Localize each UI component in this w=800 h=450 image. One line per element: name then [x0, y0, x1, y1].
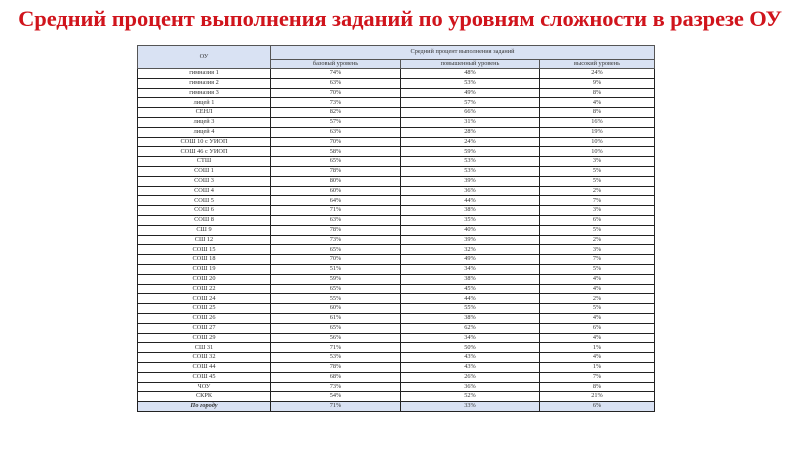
table-row: [138, 88, 655, 98]
cell-name: СОШ 20: [138, 274, 271, 284]
cell-advanced: 36%: [401, 186, 540, 196]
cell-basic: 73%: [271, 382, 401, 392]
total-cell-name: По городу: [138, 402, 271, 412]
table-total-row: [138, 402, 655, 412]
cell-name: СОШ 19: [138, 265, 271, 275]
table-body: [138, 69, 655, 412]
table-row: [138, 274, 655, 284]
cell-advanced: 40%: [401, 225, 540, 235]
cell-high: 5%: [540, 304, 655, 314]
cell-advanced: 52%: [401, 392, 540, 402]
cell-high: 5%: [540, 265, 655, 275]
table-row: [138, 206, 655, 216]
cell-high: 4%: [540, 314, 655, 324]
cell-name: СКРК: [138, 392, 271, 402]
cell-high: 2%: [540, 186, 655, 196]
cell-name: СОШ 18: [138, 255, 271, 265]
cell-basic: 70%: [271, 255, 401, 265]
cell-name: СОШ 3: [138, 176, 271, 186]
table-row: [138, 255, 655, 265]
cell-basic: 82%: [271, 108, 401, 118]
cell-basic: 65%: [271, 157, 401, 167]
cell-name: СОШ 6: [138, 206, 271, 216]
table-row: [138, 216, 655, 226]
results-table: [137, 45, 655, 412]
cell-basic: 63%: [271, 78, 401, 88]
cell-name: СШ 12: [138, 235, 271, 245]
cell-name: СОШ 32: [138, 353, 271, 363]
cell-basic: 59%: [271, 274, 401, 284]
cell-high: 4%: [540, 284, 655, 294]
table-row: [138, 284, 655, 294]
cell-basic: 73%: [271, 98, 401, 108]
cell-high: 21%: [540, 392, 655, 402]
table-row: [138, 167, 655, 177]
cell-high: 2%: [540, 294, 655, 304]
cell-high: 8%: [540, 88, 655, 98]
cell-advanced: 53%: [401, 157, 540, 167]
cell-high: 7%: [540, 196, 655, 206]
cell-name: СОШ 25: [138, 304, 271, 314]
table-row: [138, 372, 655, 382]
cell-high: 8%: [540, 382, 655, 392]
table-row: [138, 147, 655, 157]
cell-advanced: 44%: [401, 196, 540, 206]
cell-name: СОШ 24: [138, 294, 271, 304]
cell-basic: 78%: [271, 363, 401, 373]
cell-advanced: 48%: [401, 69, 540, 79]
cell-high: 1%: [540, 343, 655, 353]
cell-advanced: 34%: [401, 333, 540, 343]
total-cell-basic: 71%: [271, 402, 401, 412]
cell-name: СТШ: [138, 157, 271, 167]
cell-advanced: 39%: [401, 176, 540, 186]
cell-name: СОШ 5: [138, 196, 271, 206]
cell-high: 19%: [540, 127, 655, 137]
cell-high: 6%: [540, 216, 655, 226]
cell-name: лицей 1: [138, 98, 271, 108]
cell-basic: 68%: [271, 372, 401, 382]
cell-name: СОШ 44: [138, 363, 271, 373]
table-row: [138, 98, 655, 108]
table-row: [138, 343, 655, 353]
cell-advanced: 43%: [401, 353, 540, 363]
cell-name: СЕНЛ: [138, 108, 271, 118]
cell-advanced: 26%: [401, 372, 540, 382]
header-org: ОУ: [138, 46, 271, 69]
cell-advanced: 36%: [401, 382, 540, 392]
cell-advanced: 38%: [401, 314, 540, 324]
cell-high: 5%: [540, 176, 655, 186]
total-cell-high: 6%: [540, 402, 655, 412]
table-row: [138, 127, 655, 137]
cell-high: 5%: [540, 167, 655, 177]
header-high: высокий уровень: [540, 59, 655, 69]
cell-advanced: 50%: [401, 343, 540, 353]
cell-advanced: 44%: [401, 294, 540, 304]
cell-high: 4%: [540, 98, 655, 108]
cell-advanced: 43%: [401, 363, 540, 373]
table-row: [138, 353, 655, 363]
cell-name: СОШ 1: [138, 167, 271, 177]
cell-high: 10%: [540, 147, 655, 157]
cell-high: 3%: [540, 206, 655, 216]
cell-high: 7%: [540, 255, 655, 265]
cell-name: СОШ 26: [138, 314, 271, 324]
cell-basic: 71%: [271, 343, 401, 353]
cell-advanced: 39%: [401, 235, 540, 245]
cell-name: лицей 4: [138, 127, 271, 137]
cell-high: 3%: [540, 245, 655, 255]
table-row: [138, 382, 655, 392]
cell-high: 2%: [540, 235, 655, 245]
cell-advanced: 35%: [401, 216, 540, 226]
cell-basic: 64%: [271, 196, 401, 206]
table-row: [138, 333, 655, 343]
cell-advanced: 31%: [401, 118, 540, 128]
header-basic: базовый уровень: [271, 59, 401, 69]
table-row: [138, 265, 655, 275]
cell-basic: 80%: [271, 176, 401, 186]
table-row: [138, 225, 655, 235]
table-row: [138, 176, 655, 186]
table-row: [138, 363, 655, 373]
cell-basic: 56%: [271, 333, 401, 343]
cell-name: СОШ 22: [138, 284, 271, 294]
cell-basic: 57%: [271, 118, 401, 128]
cell-basic: 70%: [271, 88, 401, 98]
table-row: [138, 294, 655, 304]
cell-advanced: 32%: [401, 245, 540, 255]
cell-high: 9%: [540, 78, 655, 88]
cell-advanced: 62%: [401, 323, 540, 333]
cell-name: гимназия 3: [138, 88, 271, 98]
cell-high: 5%: [540, 225, 655, 235]
cell-advanced: 49%: [401, 88, 540, 98]
cell-name: СОШ 29: [138, 333, 271, 343]
table-row: [138, 157, 655, 167]
cell-name: гимназия 1: [138, 69, 271, 79]
cell-high: 10%: [540, 137, 655, 147]
cell-basic: 63%: [271, 216, 401, 226]
table-row: [138, 314, 655, 324]
table-row: [138, 69, 655, 79]
cell-basic: 53%: [271, 353, 401, 363]
cell-basic: 73%: [271, 235, 401, 245]
cell-high: 7%: [540, 372, 655, 382]
cell-name: СОШ 46 с УИОП: [138, 147, 271, 157]
cell-basic: 63%: [271, 127, 401, 137]
cell-name: СОШ 27: [138, 323, 271, 333]
cell-basic: 74%: [271, 69, 401, 79]
cell-basic: 54%: [271, 392, 401, 402]
cell-advanced: 38%: [401, 274, 540, 284]
table-row: [138, 245, 655, 255]
cell-basic: 61%: [271, 314, 401, 324]
cell-advanced: 24%: [401, 137, 540, 147]
cell-basic: 51%: [271, 265, 401, 275]
table-row: [138, 118, 655, 128]
cell-high: 4%: [540, 274, 655, 284]
cell-advanced: 53%: [401, 78, 540, 88]
cell-basic: 55%: [271, 294, 401, 304]
cell-high: 6%: [540, 323, 655, 333]
table-row: [138, 304, 655, 314]
cell-name: СОШ 10 с УИОП: [138, 137, 271, 147]
table-row: [138, 78, 655, 88]
cell-basic: 78%: [271, 225, 401, 235]
cell-basic: 60%: [271, 304, 401, 314]
cell-name: СШ 9: [138, 225, 271, 235]
cell-high: 8%: [540, 108, 655, 118]
table-row: [138, 186, 655, 196]
cell-name: СОШ 8: [138, 216, 271, 226]
cell-advanced: 28%: [401, 127, 540, 137]
cell-basic: 65%: [271, 323, 401, 333]
slide-title: Средний процент выполнения заданий по уровням сложности в разрезе ОУ: [18, 6, 782, 31]
cell-advanced: 34%: [401, 265, 540, 275]
table-row: [138, 323, 655, 333]
total-cell-advanced: 33%: [401, 402, 540, 412]
cell-advanced: 45%: [401, 284, 540, 294]
table-row: [138, 235, 655, 245]
cell-high: 1%: [540, 363, 655, 373]
table-row: [138, 196, 655, 206]
cell-basic: 65%: [271, 284, 401, 294]
cell-name: ЧОУ: [138, 382, 271, 392]
cell-name: СОШ 45: [138, 372, 271, 382]
cell-basic: 60%: [271, 186, 401, 196]
header-group: Средний процент выполнения заданий: [271, 46, 655, 60]
cell-name: СОШ 4: [138, 186, 271, 196]
cell-basic: 70%: [271, 137, 401, 147]
cell-basic: 78%: [271, 167, 401, 177]
cell-basic: 65%: [271, 245, 401, 255]
cell-advanced: 49%: [401, 255, 540, 265]
cell-name: СОШ 15: [138, 245, 271, 255]
cell-high: 4%: [540, 353, 655, 363]
cell-advanced: 38%: [401, 206, 540, 216]
cell-name: гимназия 2: [138, 78, 271, 88]
cell-name: лицей 3: [138, 118, 271, 128]
cell-advanced: 55%: [401, 304, 540, 314]
header-advanced: повышенный уровень: [401, 59, 540, 69]
cell-high: 3%: [540, 157, 655, 167]
cell-basic: 71%: [271, 206, 401, 216]
cell-high: 4%: [540, 333, 655, 343]
table-row: [138, 137, 655, 147]
table-row: [138, 392, 655, 402]
cell-basic: 58%: [271, 147, 401, 157]
cell-advanced: 57%: [401, 98, 540, 108]
table-row: [138, 108, 655, 118]
cell-advanced: 53%: [401, 167, 540, 177]
cell-high: 24%: [540, 69, 655, 79]
cell-advanced: 66%: [401, 108, 540, 118]
cell-advanced: 59%: [401, 147, 540, 157]
cell-name: СШ 31: [138, 343, 271, 353]
cell-high: 16%: [540, 118, 655, 128]
